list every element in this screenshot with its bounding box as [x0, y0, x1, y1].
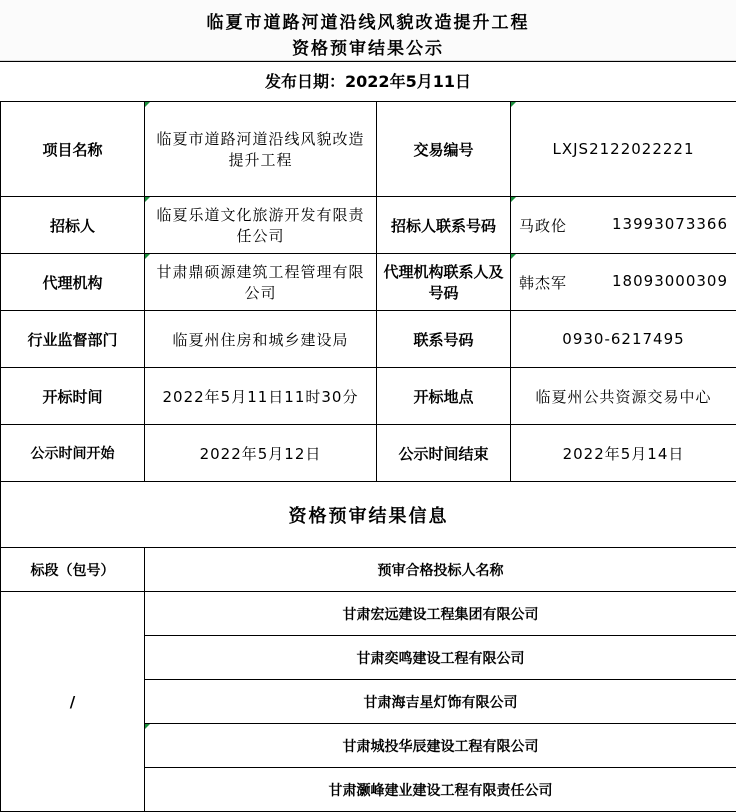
trade-no-value: LXJS2122022221 [511, 102, 736, 197]
cell-marker-icon [511, 197, 516, 202]
title-block [0, 0, 736, 61]
row-tenderer [1, 197, 736, 254]
title-line-2: 资格预审结果公示 [292, 39, 444, 59]
project-name-value: 临夏市道路河道沿线风貌改造提升工程 [145, 102, 377, 197]
tenderer-phone-label: 招标人联系号码 [377, 197, 511, 254]
agency-contact-phone: 18093000309 [612, 271, 728, 290]
row-results-title [1, 482, 736, 548]
title-line-1: 临夏市道路河道沿线风貌改造提升工程 [206, 13, 530, 33]
bidder-name: 甘肃城投华辰建设工程有限公司 [145, 724, 736, 768]
info-table [0, 101, 736, 812]
row-results-header [1, 548, 736, 592]
trade-no-label: 交易编号 [377, 102, 511, 197]
opening-place-value: 临夏州公共资源交易中心 [511, 368, 736, 425]
cell-marker-icon [145, 724, 150, 729]
notice-start-value: 2022年5月12日 [145, 425, 377, 482]
notice-end-value: 2022年5月14日 [511, 425, 736, 482]
supervisor-value: 临夏州住房和城乡建设局 [145, 311, 377, 368]
row-supervisor [1, 311, 736, 368]
opening-place-label: 开标地点 [377, 368, 511, 425]
row-notice [1, 425, 736, 482]
cell-marker-icon [145, 102, 150, 107]
supervisor-phone-label: 联系号码 [377, 311, 511, 368]
bidder-name: 甘肃海吉星灯饰有限公司 [145, 680, 736, 724]
row-opening [1, 368, 736, 425]
cell-marker-icon [145, 197, 150, 202]
agency-contact-label: 代理机构联系人及号码 [377, 254, 511, 311]
agency-value: 甘肃鼎硕源建筑工程管理有限公司 [145, 254, 377, 311]
cell-marker-icon [511, 254, 516, 259]
agency-label: 代理机构 [1, 254, 145, 311]
section-value: / [1, 592, 145, 812]
bidder-name: 甘肃奕鸣建设工程有限公司 [145, 636, 736, 680]
tenderer-value: 临夏乐道文化旅游开发有限责任公司 [145, 197, 377, 254]
project-name-label: 项目名称 [1, 102, 145, 197]
tenderer-contact-phone: 13993073366 [612, 214, 728, 233]
publish-date: 发布日期：2022年5月11日 [0, 61, 736, 102]
agency-contact-name: 韩杰军 [519, 273, 568, 292]
row-agency [1, 254, 736, 311]
bidder-name: 甘肃宏远建设工程集团有限公司 [145, 592, 736, 636]
tenderer-label: 招标人 [1, 197, 145, 254]
cell-marker-icon [511, 102, 516, 107]
tenderer-contact [511, 197, 736, 254]
supervisor-label: 行业监督部门 [1, 311, 145, 368]
row-project [1, 102, 736, 197]
notice-end-label: 公示时间结束 [377, 425, 511, 482]
results-section-title: 资格预审结果信息 [1, 482, 736, 548]
col-bidders-header: 预审合格投标人名称 [145, 548, 736, 592]
opening-time-value: 2022年5月11日11时30分 [145, 368, 377, 425]
bidder-name: 甘肃灏峰建业建设工程有限责任公司 [145, 768, 736, 812]
tenderer-contact-name: 马政伦 [519, 216, 568, 235]
supervisor-phone-value: 0930-6217495 [511, 311, 736, 368]
cell-marker-icon [145, 254, 150, 259]
agency-contact [511, 254, 736, 311]
opening-time-label: 开标时间 [1, 368, 145, 425]
col-section-header: 标段（包号） [1, 548, 145, 592]
table-row [1, 592, 736, 636]
notice-start-label: 公示时间开始 [1, 425, 145, 482]
